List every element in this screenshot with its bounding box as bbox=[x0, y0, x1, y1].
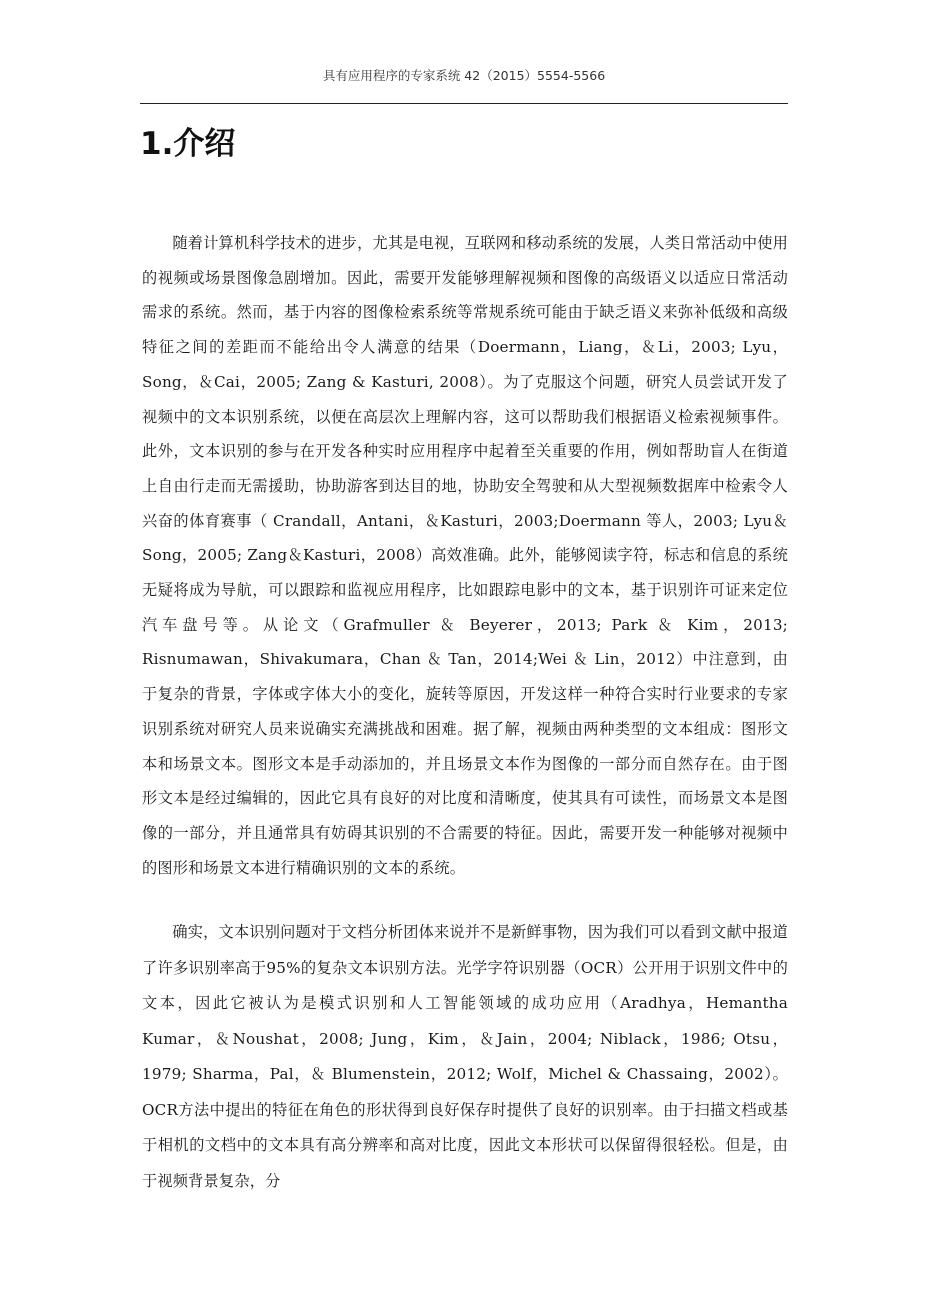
header-divider bbox=[140, 103, 788, 104]
section-title: 1.介绍 bbox=[140, 126, 236, 162]
body-paragraph-1: 随着计算机科学技术的进步，尤其是电视，互联网和移动系统的发展，人类日常活动中使用的视频或场景图像急剧增加。因此，需要开发能够理解视频和图像的高级语义以适应日常活动需求的系统。然而，基于内容的图像检索系统等常规系统可能由于缺乏语义来弥补低级和高级特征之间的差距而不能给出令人满意的结果（Doermann，Liang，＆Li，2003; Lyu，Song，＆Cai，2005; Zang & Kasturi, 2008）。为了克服这个问题，研究人员尝试开发了视频中的文本识别系统，以便在高层次上理解内容，这可以帮助我们根据语义检索视频事件。此外，文本识别的参与在开发各种实时应用程序中起着至关重要的作用，例如帮助盲人在街道上自由行走而无需援助，协助游客到达目的地，协助安全驾驶和从大型视频数据库中检索令人兴奋的体育赛事（ Crandall，Antani，＆Kasturi，2003;Doermann 等人，2003; Lyu＆Song，2005; Zang＆Kasturi，2008）高效准确。此外，能够阅读字符，标志和信息的系统无疑将成为导航，可以跟踪和监视应用程序，比如跟踪电影中的文本，基于识别许可证来定位汽车盘号等。从论文（Grafmuller ＆ Beyerer，2013; Park ＆ Kim，2013; Risnumawan，Shivakumara，Chan ＆ Tan，2014;Wei ＆ Lin，2012）中注意到，由于复杂的背景，字体或字体大小的变化，旋转等原因，开发这样一种符合实时行业要求的专家识别系统对研究人员来说确实充满挑战和困难。据了解，视频由两种类型的文本组成：图形文本和场景文本。图形文本是手动添加的，并且场景文本作为图像的一部分而自然存在。由于图形文本是经过编辑的，因此它具有良好的对比度和清晰度，使其具有可读性，而场景文本是图像的一部分，并且通常具有妨碍其识别的不合需要的特征。因此，需要开发一种能够对视频中的图形和场景文本进行精确识别的文本的系统。 bbox=[142, 234, 788, 877]
running-header: 具有应用程序的专家系统 42（2015）5554-5566 bbox=[322, 68, 606, 83]
body-paragraph-2: 确实，文本识别问题对于文档分析团体来说并不是新鲜事物，因为我们可以看到文献中报道了许多识别率高于95%的复杂文本识别方法。光学字符识别器（OCR）公开用于识别文件中的文本，因此它被认为是模式识别和人工智能领域的成功应用（Aradhya，Hemantha Kumar，＆Noushat，2008; Jung，Kim，＆Jain，2004; Niblack，1986; Otsu，1979; Sharma，Pal，＆ Blumenstein，2012; Wolf，Michel & Chassaing，2002）。OCR方法中提出的特征在角色的形状得到良好保存时提供了良好的识别率。由于扫描文档或基于相机的文档中的文本具有高分辨率和高对比度，因此文本形状可以保留得很轻松。但是，由于视频背景复杂，分 bbox=[142, 923, 788, 1190]
